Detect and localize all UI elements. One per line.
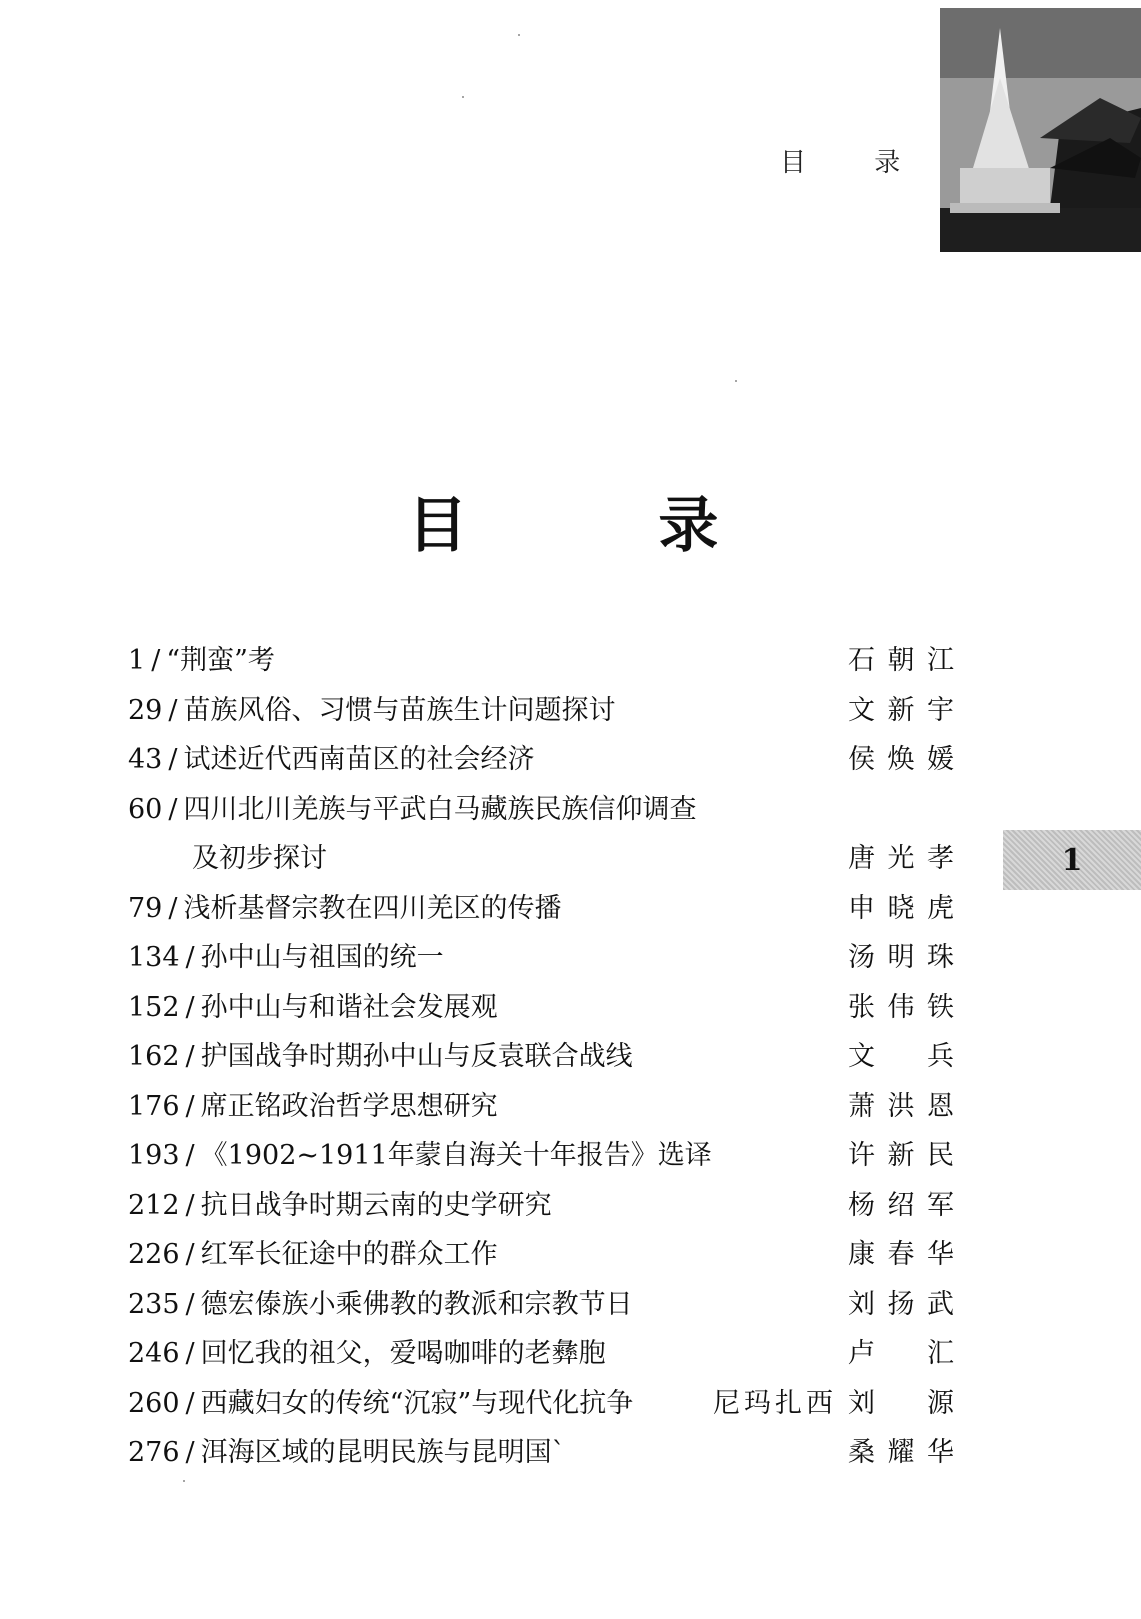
toc-entry[interactable] (128, 834, 958, 884)
toc-title: 苗族风俗、习惯与苗族生计问题探讨 (183, 694, 616, 726)
toc-separator: / (168, 694, 178, 726)
page-title: 目 录 (407, 491, 804, 561)
toc-page-number: 60 (128, 793, 163, 825)
toc-separator: / (185, 1090, 195, 1122)
toc-author: 康春华 (848, 1239, 958, 1270)
toc-separator: / (185, 1288, 195, 1320)
toc-entry[interactable] (128, 933, 958, 983)
toc-separator: / (185, 1387, 195, 1419)
toc-author: 石朝江 (848, 645, 958, 676)
toc-title: 红军长征途中的群众工作 (200, 1239, 498, 1270)
toc-title: 及初步探讨 (192, 843, 327, 874)
toc-title: 《1902~1911年蒙自海关十年报告》选译 (200, 1140, 712, 1171)
toc-title: 抗日战争时期云南的史学研究 (200, 1189, 552, 1221)
toc-page-number: 176 (128, 1090, 180, 1122)
toc-entry[interactable] (128, 636, 958, 686)
toc-page-number: 260 (128, 1387, 180, 1419)
toc-author: 许新民 (848, 1140, 958, 1171)
toc-title: 护国战争时期孙中山与反袁联合战线 (200, 1041, 633, 1072)
toc-entry[interactable] (128, 1280, 958, 1330)
scan-speck (183, 1480, 185, 1482)
toc-separator: / (185, 1437, 195, 1468)
toc-entry[interactable] (128, 1032, 958, 1082)
toc-entry[interactable] (128, 1131, 958, 1181)
scan-speck (518, 34, 520, 36)
toc-author: 桑耀华 (848, 1437, 958, 1468)
toc-coauthor: 尼玛扎西 (713, 1387, 837, 1419)
toc-separator: / (185, 1338, 195, 1369)
toc-entry[interactable] (128, 1428, 958, 1478)
toc-title: 孙中山与祖国的统一 (200, 942, 444, 973)
toc-page-number: 235 (128, 1288, 180, 1320)
toc-author: 申晓虎 (848, 892, 958, 924)
toc-entry[interactable] (128, 686, 958, 736)
toc-page-number: 79 (128, 892, 163, 924)
toc-author: 刘 源 (848, 1387, 958, 1419)
toc-author: 侯焕媛 (848, 744, 958, 775)
toc-entry[interactable] (128, 1181, 958, 1231)
toc-page-number: 276 (128, 1437, 180, 1468)
scan-speck (735, 380, 737, 382)
page-number-tab: 1 (1003, 830, 1141, 890)
toc-title: 试述近代西南苗区的社会经济 (183, 744, 535, 775)
toc-title: 西藏妇女的传统“沉寂”与现代化抗争 (200, 1387, 634, 1419)
toc-author: 文新宇 (848, 694, 958, 726)
toc-author: 唐光孝 (848, 843, 958, 874)
toc-author: 萧洪恩 (848, 1090, 958, 1122)
pagoda-photo (940, 8, 1141, 252)
toc-page-number: 152 (128, 991, 180, 1023)
toc-separator: / (185, 1041, 195, 1072)
toc-entry[interactable] (128, 1082, 958, 1132)
toc-title: 德宏傣族小乘佛教的教派和宗教节日 (200, 1288, 633, 1320)
toc-title: 洱海区域的昆明民族与昆明国` (200, 1437, 566, 1468)
toc-entry[interactable] (128, 1329, 958, 1379)
toc-author: 文 兵 (848, 1041, 958, 1072)
toc-separator: / (168, 744, 178, 775)
toc-separator: / (168, 793, 178, 825)
toc-author: 卢 汇 (848, 1338, 958, 1369)
toc-separator: / (168, 892, 178, 924)
toc-page-number: 43 (128, 744, 163, 775)
toc-page-number: 1 (128, 645, 146, 676)
toc-separator: / (185, 1140, 195, 1171)
scan-speck (462, 96, 464, 98)
toc-entry[interactable] (128, 983, 958, 1033)
running-header: 目 录 (780, 148, 931, 178)
toc-page-number: 226 (128, 1239, 180, 1270)
toc-entry[interactable] (128, 785, 958, 835)
toc-title: 回忆我的祖父，爱喝咖啡的老彝胞 (200, 1338, 606, 1369)
toc-page-number: 29 (128, 694, 163, 726)
toc-author: 杨绍军 (848, 1189, 958, 1221)
table-of-contents (128, 636, 958, 1478)
toc-author: 刘扬武 (848, 1288, 958, 1320)
toc-page-number: 212 (128, 1189, 180, 1221)
toc-title: 浅析基督宗教在四川羌区的传播 (183, 892, 562, 924)
toc-entry[interactable] (128, 884, 958, 934)
toc-separator: / (185, 991, 195, 1023)
toc-author: 张伟铁 (848, 991, 958, 1023)
toc-separator: / (185, 1189, 195, 1221)
toc-entry[interactable] (128, 1379, 958, 1429)
toc-separator: / (185, 942, 195, 973)
toc-title: 席正铭政治哲学思想研究 (200, 1090, 498, 1122)
toc-entry[interactable] (128, 1230, 958, 1280)
toc-entry[interactable] (128, 735, 958, 785)
toc-author: 汤明珠 (848, 942, 958, 973)
toc-page-number: 162 (128, 1041, 180, 1072)
toc-title: “荆蛮”考 (166, 645, 275, 676)
toc-page-number: 134 (128, 942, 180, 973)
toc-page-number: 246 (128, 1338, 180, 1369)
toc-page-number: 193 (128, 1140, 180, 1171)
toc-separator: / (151, 645, 161, 676)
toc-title: 孙中山与和谐社会发展观 (200, 991, 498, 1023)
toc-separator: / (185, 1239, 195, 1270)
toc-title: 四川北川羌族与平武白马藏族民族信仰调查 (183, 793, 697, 825)
